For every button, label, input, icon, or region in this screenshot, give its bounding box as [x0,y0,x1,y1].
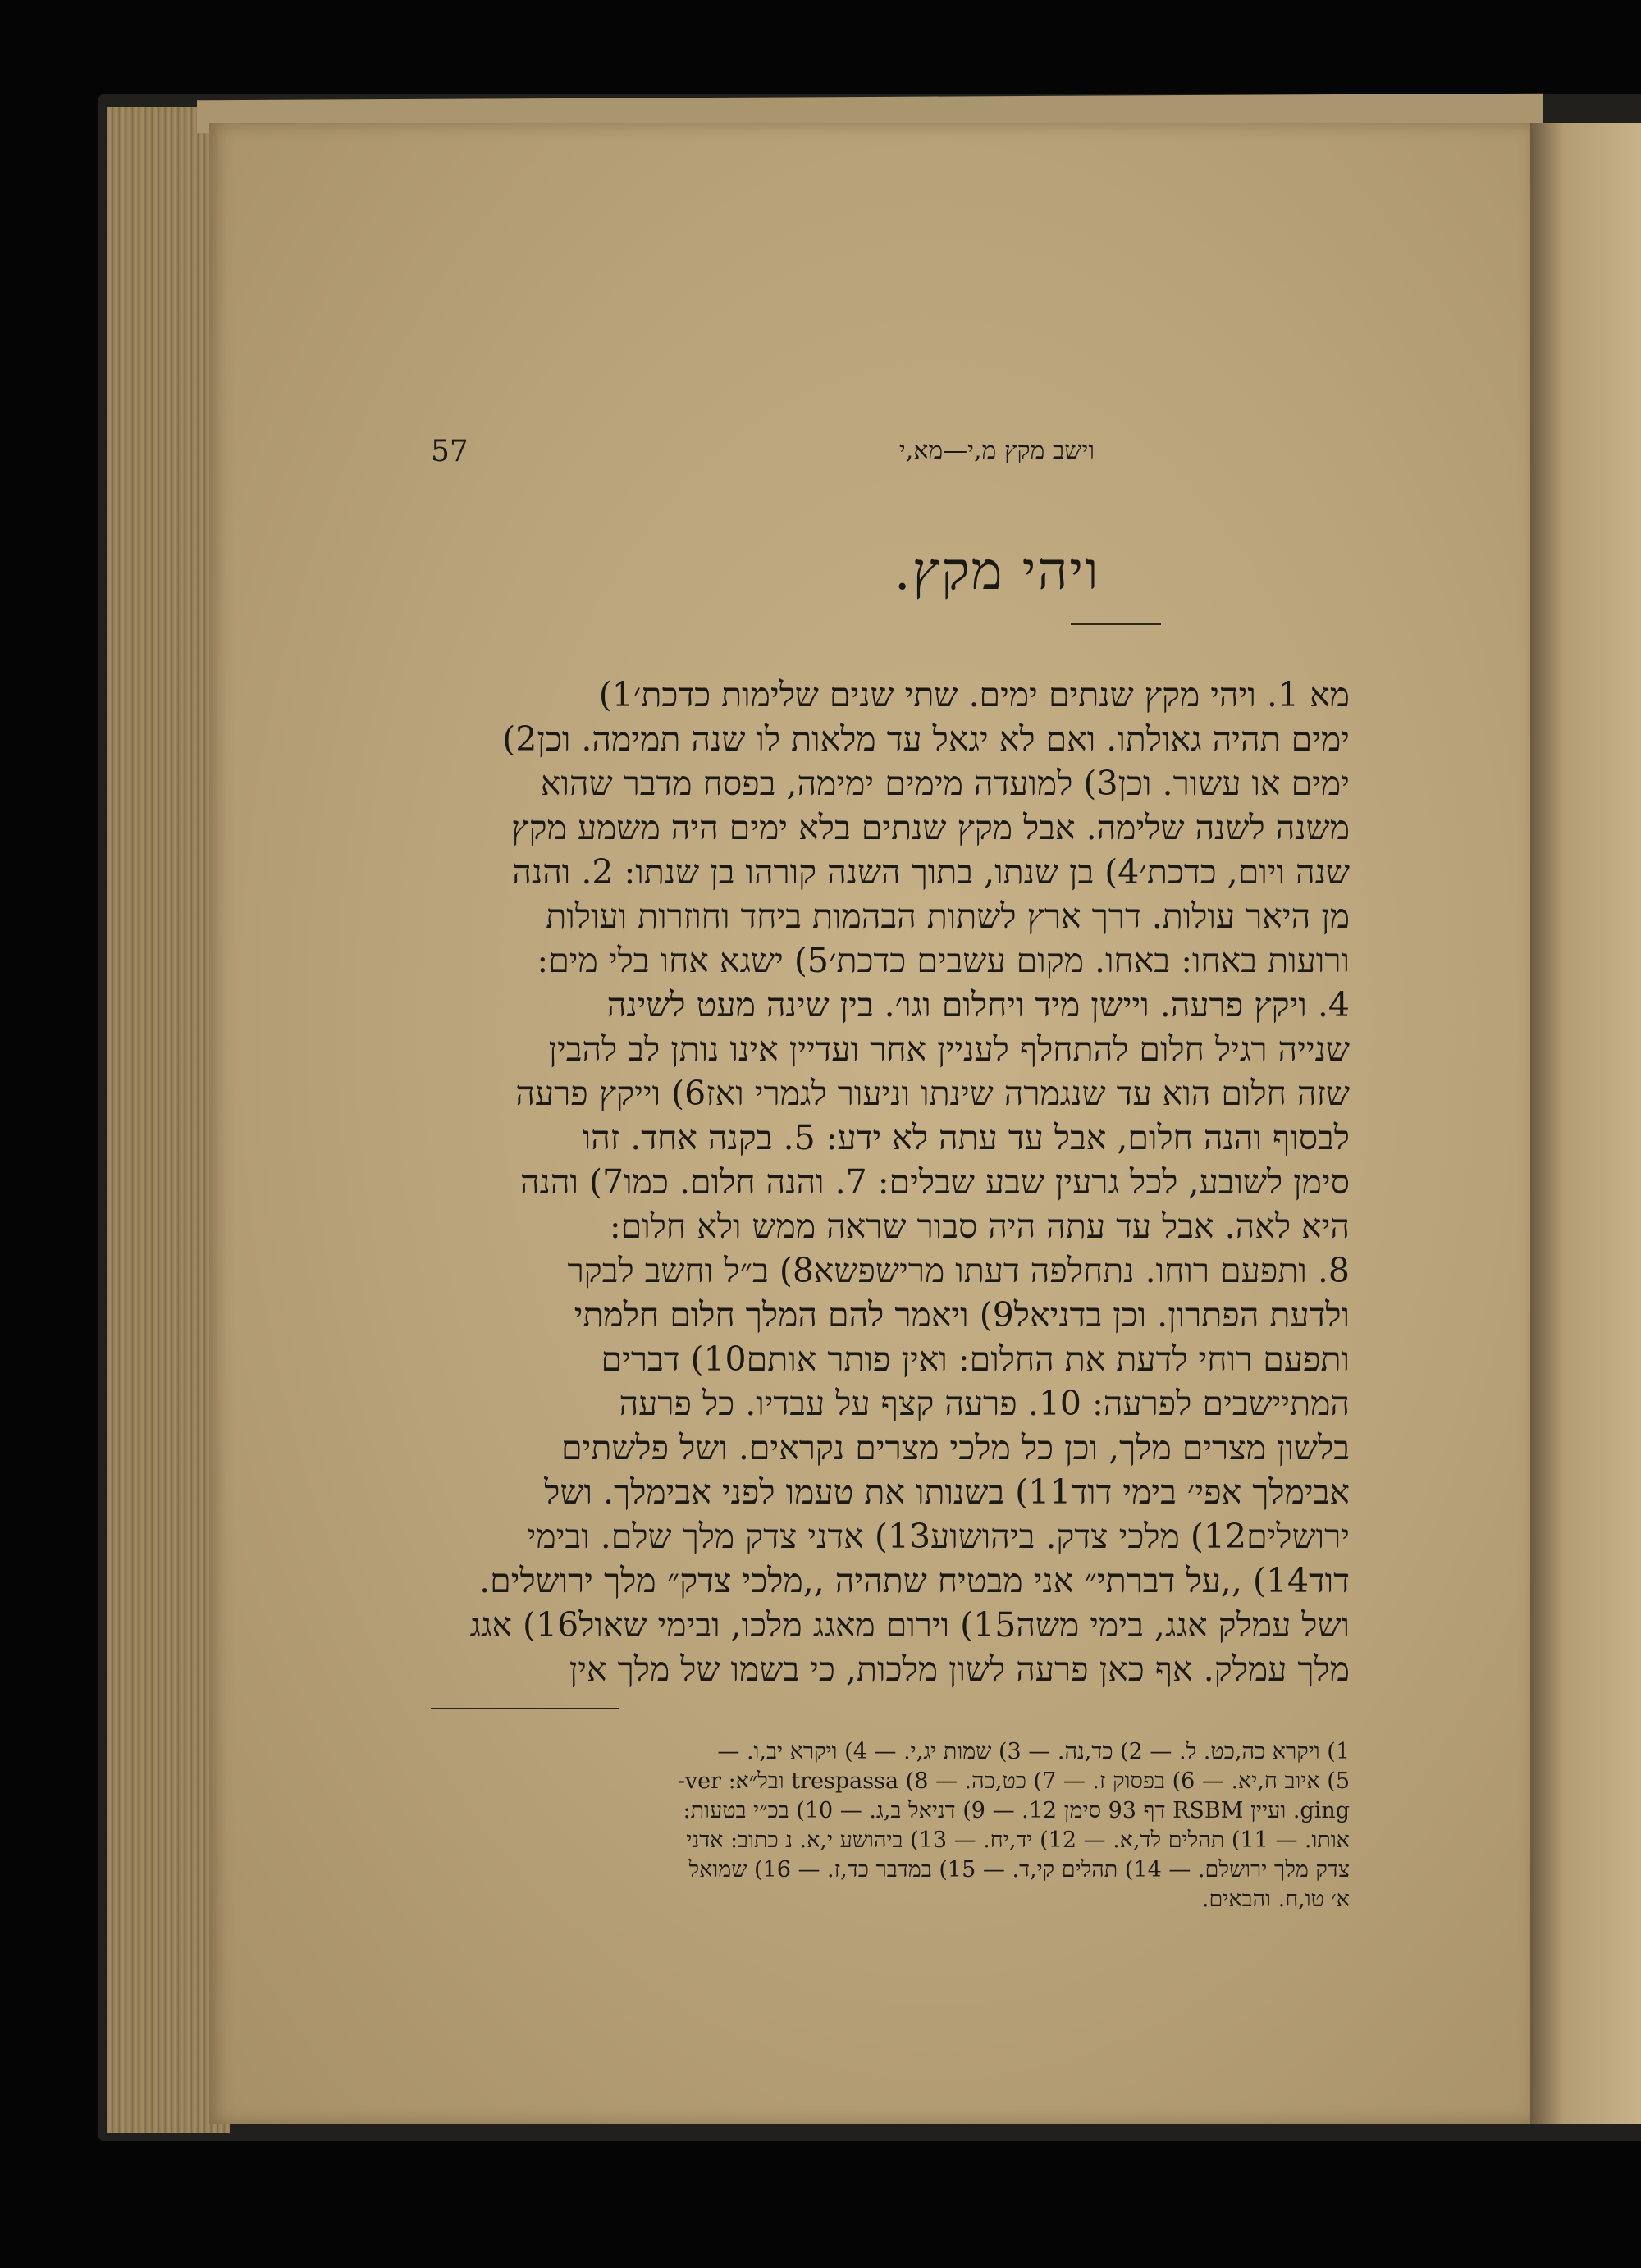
title-rule [1071,623,1161,625]
body-line: סימן לשובע, לכל גרעין שבע שבלים: 7. והנה חלום. כמו7) והנה [519,1162,1350,1202]
body-line: שנה ויום, כדכת׳4) בן שנתו, בתוך השנה קורהו בן שנתו: 2. והנה [512,852,1350,892]
body-line: 4. ויקץ פרעה. ויישן מיד ויחלום וגו׳. בין שינה מעט לשינה [606,985,1350,1024]
body-line: המתיישבים לפרעה: 10. פרעה קצף על עבדיו. כל פרעה [619,1384,1350,1423]
footnote-line: אותו. — 11) תהלים לד,א. — 12) יד,יח. — 13) ביהושע י,א. נ כתוב: אדני [686,1828,1350,1853]
footnote-line: 1) ויקרא כה,כט. ל. — 2) כד,נה. — 3) שמות יג,י. — 4) ויקרא יב,ו. — [717,1739,1350,1764]
footnote-line: צדק מלך ירושלם. — 14) תהלים קי,ד. — 15) במדבר כד,ז. — 16) שמואל [688,1857,1350,1882]
footnotes [431,1737,1350,1914]
body-line: ימים או עשור. וכן3) למועדה מימים ימימה, בפסח מדבר שהוא [540,764,1350,803]
body-line: שזה חלום הוא עד שנגמרה שינתו וניעור לגמרי ואז6) וייקץ פרעה [515,1074,1350,1113]
body-line: מן היאר עולות. דרך ארץ לשתות הבהמות ביחד וחוזרות ועולות [546,897,1350,936]
footnote-line: א׳ טו,ח. והבאים. [1201,1887,1350,1912]
body-line: ולדעת הפתרון. וכן בדניאל9) ויאמר להם המלך חלום חלמתי [574,1295,1350,1335]
body-line: ותפעם רוחי לדעת את החלום: ואין פותר אותם10) דברים [601,1339,1350,1379]
body-line: ושל עמלק אגג, בימי משה15) וירום מאגג מלכו, ובימי שאול16) אגג [469,1605,1350,1645]
body-line: בלשון מצרים מלך, וכן כל מלכי מצרים נקראים. ושל פלשתים [561,1428,1350,1467]
facing-page-edge [1530,123,1641,2124]
body-line: דוד14) ,,על דברתי״ אני מבטיח שתהיה ,,מלכי צדק״ מלך ירושלים. [479,1561,1350,1600]
running-title: וישב מקץ מ,י—מא,י [898,436,1095,465]
body-line: שנייה רגיל חלום להתחלף לעניין אחר ועדיין אינו נותן לב להבין [548,1029,1350,1069]
page-number: 57 [431,435,469,468]
chapter-title: ויהי מקץ. [894,541,1100,602]
body-line: היא לאה. אבל עד עתה היה סבור שראה ממש ולא חלום: [609,1207,1350,1246]
body-line: מא 1. ויהי מקץ שנתים ימים. שתי שנים שלימות כדכת׳1) [598,675,1350,714]
body-line: משנה לשנה שלימה. אבל מקץ שנתים בלא ימים היה משמע מקץ [511,808,1350,847]
body-line: ורועות באחו: באחו. מקום עשבים כדכת׳5) ישגא אחו בלי מים: [537,941,1350,980]
body-line: אבימלך אפי׳ בימי דוד11) בשנותו את טעמו לפני אבימלך. ושל [544,1472,1350,1512]
body-line: ימים תהיה גאולתו. ואם לא יגאל עד מלאות לו שנה תמימה. וכן2) [502,719,1350,759]
body-line: מלך עמלק. אף כאן פרעה לשון מלכות, כי בשמו של מלך אין [569,1650,1350,1689]
body-line: ירושלים12) מלכי צדק. ביהושוע13) אדני צדק מלך שלם. ובימי [527,1517,1350,1556]
body-line: לבסוף והנה חלום, אבל עד עתה לא ידע: 5. בקנה אחד. זהו [582,1118,1350,1157]
footnote-line: 5) איוב ח,יא. — 6) בפסוק ז. — 7) כט,כה. — 8) trespassa ובל״א: ver- [677,1768,1350,1794]
footnote-line: ging. ועיין RSBM דף 93 סימן 12. — 9) דניאל ב,ג. — 10) בכ״י בטעות: [683,1798,1350,1823]
running-head [431,435,1579,476]
book-page [209,123,1530,2124]
footnote-rule [431,1708,619,1709]
body-text [431,673,1350,1691]
body-line: 8. ותפעם רוחו. נתחלפה דעתו מרישפשא8) ב״ל וחשב לבקר [567,1251,1350,1290]
